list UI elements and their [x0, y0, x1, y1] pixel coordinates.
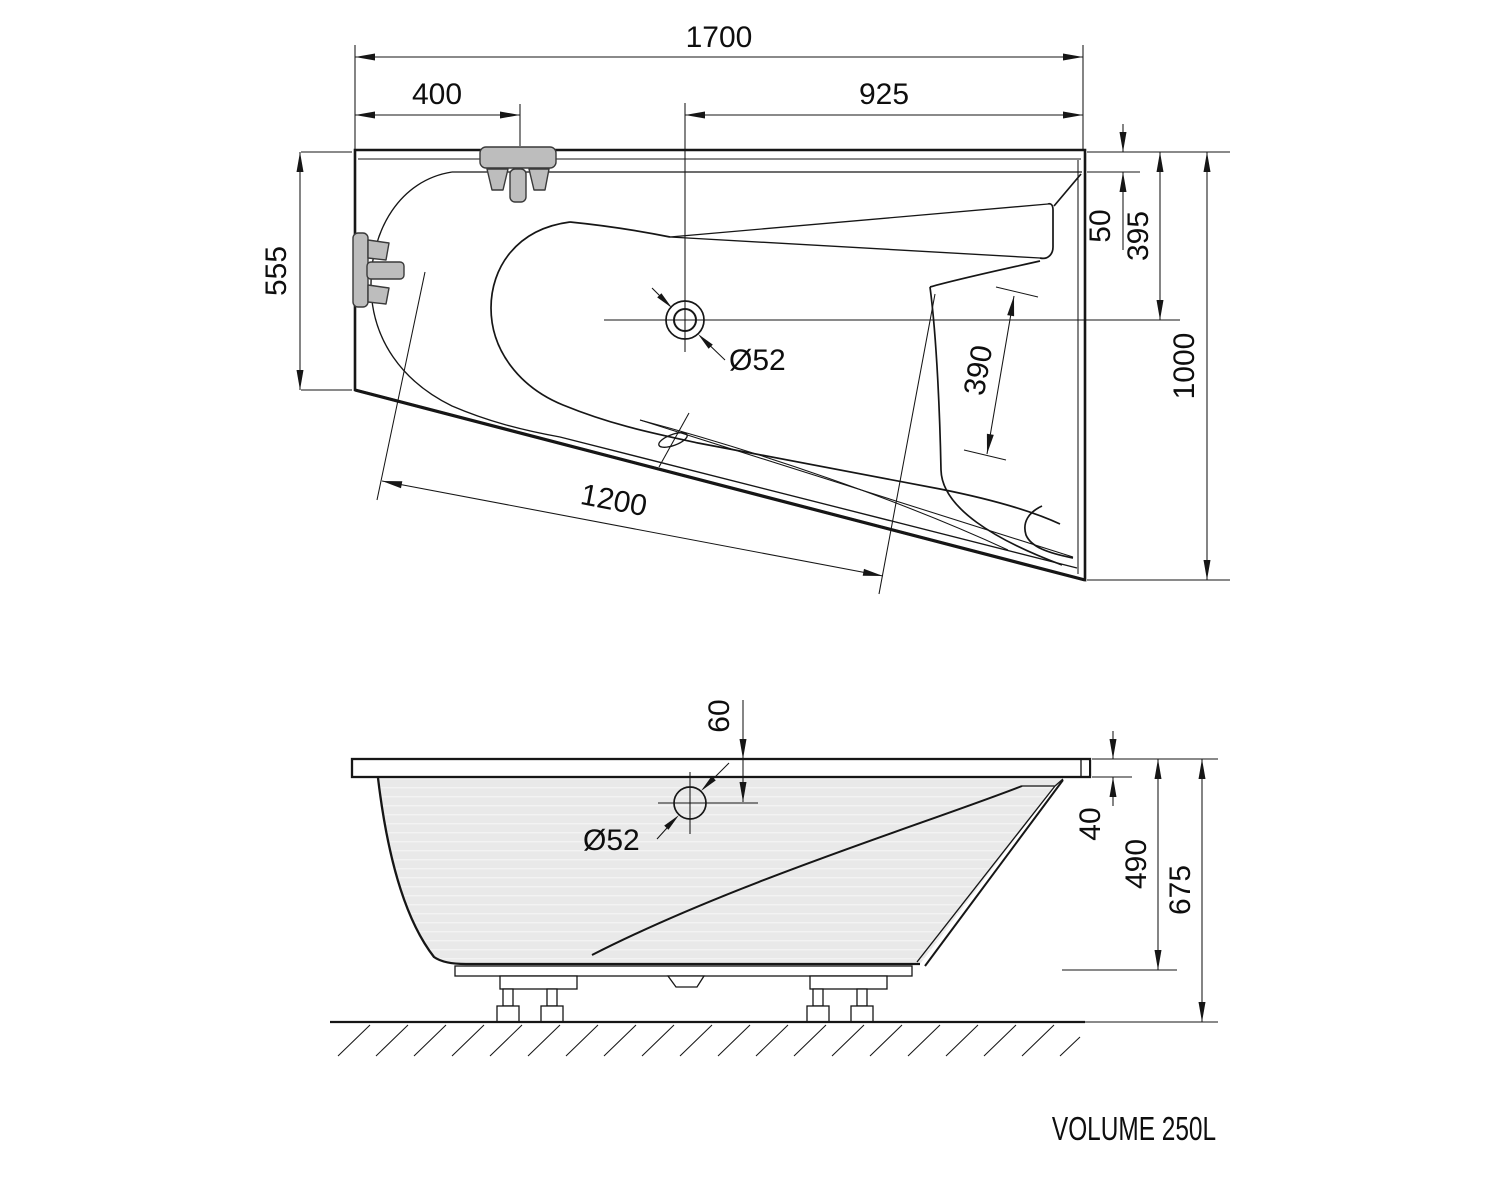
dim-shell-height-label: 490: [1120, 838, 1153, 890]
dim-faucet-offset-label: 400: [411, 78, 463, 111]
support-frame: [455, 966, 912, 1022]
dim-rim-thickness-label: 40: [1074, 807, 1107, 841]
dim-drain-to-right-label: 925: [858, 78, 910, 111]
dim-seat-depth-label: 390: [958, 342, 1000, 398]
dim-inner-diagonal-label: 1200: [577, 478, 650, 524]
dim-overall-length-label: 1700: [685, 21, 753, 54]
side-view: [330, 699, 1218, 1056]
dim-overall-height-label: 675: [1164, 864, 1197, 916]
rim-slab-side: [352, 759, 1090, 777]
dim-rim-thickness: [1074, 731, 1218, 841]
dim-faucet-offset: [355, 78, 520, 146]
drain-diameter-label-top: Ø52: [729, 344, 786, 377]
dim-overall-height: [1164, 759, 1206, 1022]
dim-top-to-drain: [1122, 152, 1164, 320]
dim-rim-width-label: 50: [1084, 209, 1117, 243]
dim-rim-width: [1084, 124, 1230, 250]
dim-drain-to-right: [685, 78, 1083, 119]
dim-top-to-drain-label: 395: [1122, 210, 1155, 262]
dim-right-side-label: 1000: [1168, 332, 1201, 400]
leg-set-left: [497, 976, 577, 1022]
ground: [330, 1022, 1218, 1056]
dim-shell-height: [1062, 759, 1177, 970]
dim-drain-depth-label: 60: [703, 699, 736, 733]
dim-seat-depth: [958, 287, 1038, 460]
top-view: [260, 21, 1230, 594]
faucet-top: [480, 147, 556, 202]
drain-diameter-label-side: Ø52: [583, 824, 640, 857]
faucet-left: [353, 233, 404, 307]
dim-overall-length: [355, 21, 1083, 149]
drain-fitting: [668, 976, 704, 987]
overflow-outlet: [657, 413, 689, 467]
dim-left-side-label: 555: [260, 245, 293, 297]
leg-set-right: [807, 976, 887, 1022]
dim-left-side: [260, 152, 352, 390]
tub-body-side: [378, 777, 1063, 964]
volume-label: VOLUME 250L: [1051, 1111, 1217, 1148]
